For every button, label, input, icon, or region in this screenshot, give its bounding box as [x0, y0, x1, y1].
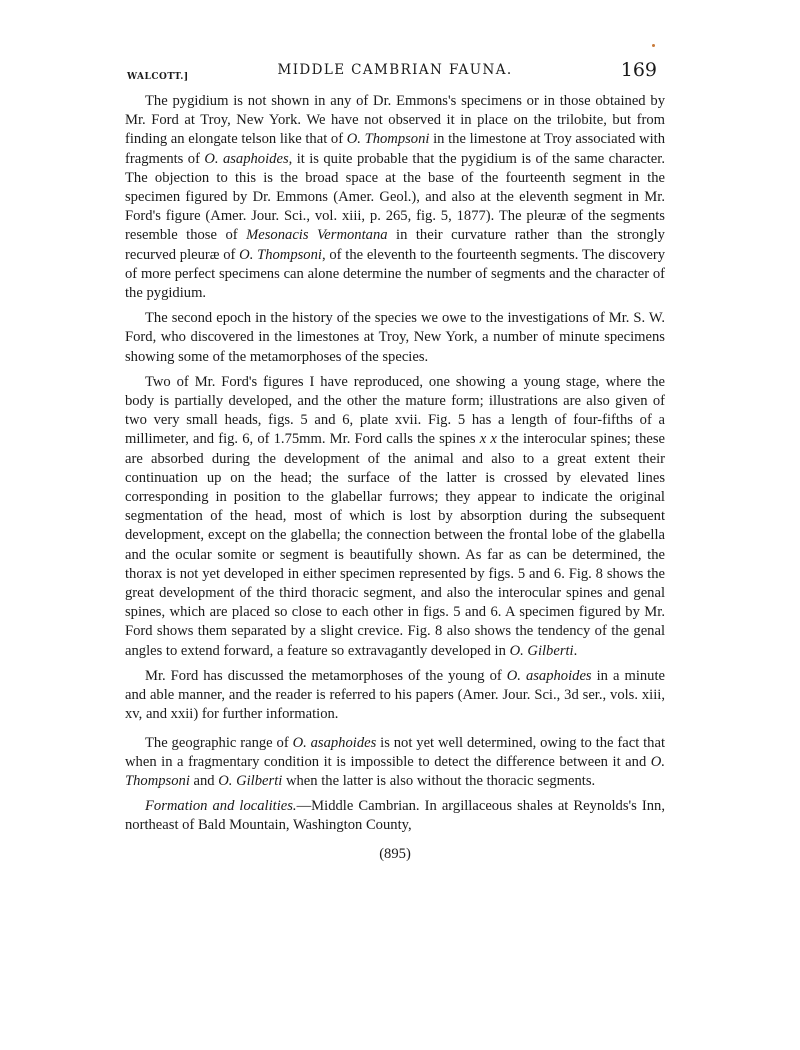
body-text: [125, 92, 665, 836]
paragraph-1: [125, 92, 665, 303]
paragraph-4: [125, 667, 665, 725]
italic-run: Formation and localities.: [145, 798, 297, 815]
ink-speck: [652, 44, 655, 47]
italic-run: O. Gilberti: [509, 642, 574, 659]
page-number: 169: [620, 59, 657, 81]
italic-run: O. Thompsoni: [125, 753, 665, 789]
text-run: Two of Mr. Ford's figures I have reproduced, one showing a young stage, where the body is partially developed, and the other the mature form; illustrations are also given of two very small heads, figs. 5 and 6, plate xvii. Fig. 5 has a length of four-fifths of a millimeter, and fig. 6, of 1.75mm. Mr. Ford calls the spines: [125, 373, 665, 448]
italic-run: O. asaphoides: [204, 150, 289, 167]
running-head-author: WALCOTT.]: [127, 72, 189, 82]
paragraph-6: [125, 797, 665, 835]
text-run: .: [573, 642, 578, 659]
text-run: The pygidium is not shown in any of Dr. Emmons's specimens or in those obtained by Mr. Ford at Troy, New York. We have not observed it in place on the trilobite, but from finding an elongate telson like that of: [125, 93, 665, 148]
italic-run: O. Gilberti: [218, 772, 283, 789]
italic-run: O. asaphoides: [292, 734, 377, 751]
paragraph-5: [125, 734, 665, 792]
page: [125, 58, 665, 863]
text-run: The geographic range of: [145, 734, 293, 751]
text-run: when the latter is also without the thoracic segments.: [282, 772, 596, 789]
footer-page-number: (895): [379, 845, 411, 862]
text-run: The second epoch in the history of the species we owe to the investigations of Mr. S. W. Ford, who discovered in the limestones at Troy, New York, a number of minute specimens showing some of the metamorphoses of the species.: [125, 310, 665, 365]
text-run: in a minute and able manner, and the reader is referred to his papers (Amer. Jour. Sci., 3d ser., vols. xiii, xv, and xxii) for further information.: [125, 667, 665, 723]
text-run: , it is quite probable that the pygidium is of the same character. The objection to this is the broad space at the base of the fourteenth segment in the specimen figured by Dr. Emmons (Amer. Geol.), and also at the eleventh segment in Mr. Ford's figure (Amer. Jour. Sci., vol. xiii, p. 265, fig. 5, 1877). The pleuræ of the segments resemble those of: [125, 150, 665, 244]
text-run: is not yet well determined, owing to the fact that when in a fragmentary condition it is impossible to detect the difference between it and: [125, 734, 666, 770]
paragraph-3: [125, 373, 665, 661]
text-run: the interocular spines; these are absorbed during the development of the animal and also to a great extent their continuation up on the head; the surface of the latter is crossed by elevated lines corresponding in position to the glabellar furrows; they appear to indicate the original segmentation of the head, most of which is lost by absorption during the subsequent development, except on the glabella; the connection between the frontal lobe of the glabella and the ocular somite or segment is beautifully shown. As far as can be determined, the thorax is not yet developed in either specimen represented by figs. 5 and 6. Fig. 8 shows the great development of the third thoracic segment, and also the interocular spines and genal spines, which are placed so close to each other in figs. 5 and 6. A specimen figured by Mr. Ford shows them separated by a slight crevice. Fig. 8 also shows the tendency of the genal angles to extend forward, a feature so extravagantly developed in: [125, 431, 666, 659]
italic-run: O. Thompsoni: [239, 246, 322, 263]
italic-run: x x: [479, 431, 497, 448]
italic-run: Mesonacis Vermontana: [246, 227, 388, 244]
paragraph-2: [125, 309, 665, 367]
text-run: in their curvature rather than the strongly recurved pleuræ of: [125, 227, 665, 263]
text-run: in the limestone at Troy associated with fragments of: [125, 131, 665, 167]
italic-run: O. asaphoides: [506, 667, 592, 684]
text-run: , of the eleventh to the fourteenth segments. The discovery of more perfect specimens can alone determine the number of segments and the character of the pygidium.: [125, 246, 665, 302]
text-run: and: [189, 772, 219, 789]
running-header: [125, 58, 665, 92]
text-run: Mr. Ford has discussed the metamorphoses of the young of: [145, 667, 507, 684]
italic-run: O. Thompsoni: [346, 131, 430, 148]
text-run: —Middle Cambrian. In argillaceous shales at Reynolds's Inn, northeast of Bald Mountain, Washington County,: [125, 798, 665, 834]
running-head-title: MIDDLE CAMBRIAN FAUNA.: [277, 62, 513, 78]
